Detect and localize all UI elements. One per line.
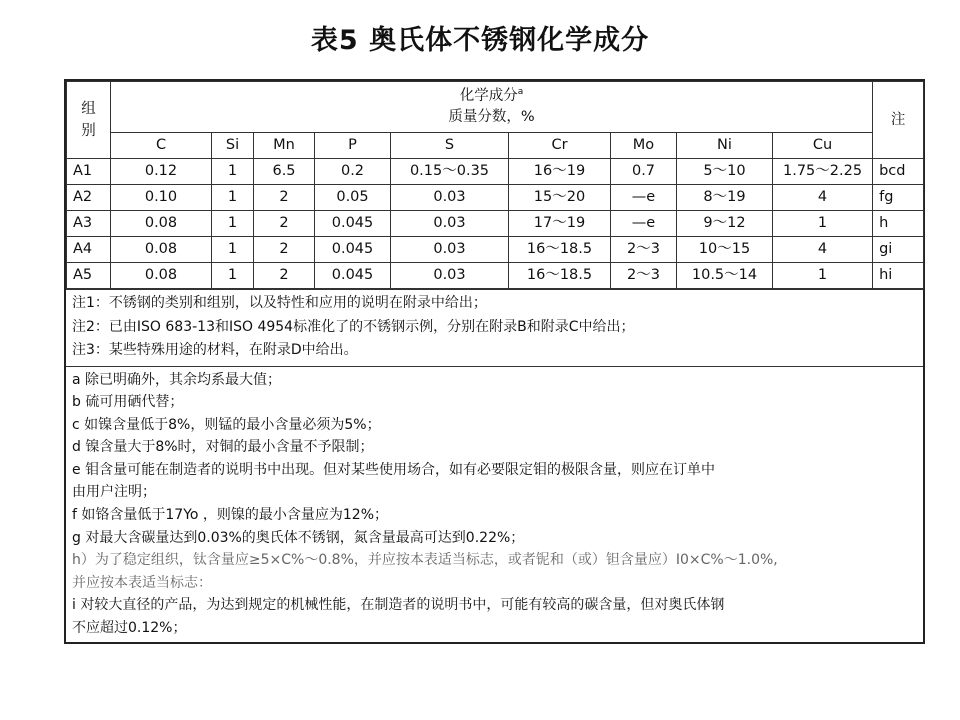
group-header-line2: 别 xyxy=(81,123,96,139)
table-row xyxy=(67,263,924,289)
cell-mn: 2 xyxy=(254,237,315,263)
cell-mn: 2 xyxy=(254,263,315,289)
cell-c: 0.08 xyxy=(111,211,212,237)
cell-group: A1 xyxy=(67,159,111,185)
note-header: 注 xyxy=(873,82,924,159)
group-header-line1: 组 xyxy=(81,101,96,117)
cell-s: 0.15～0.35 xyxy=(391,159,509,185)
column-header-cr: Cr xyxy=(509,133,611,159)
cell-cr: 16～18.5 xyxy=(509,263,611,289)
column-header-mn: Mn xyxy=(254,133,315,159)
cell-note: gi xyxy=(873,237,924,263)
column-header-ni: Ni xyxy=(677,133,773,159)
composition-footnote-mark: a xyxy=(517,87,524,98)
cell-mn: 2 xyxy=(254,211,315,237)
table-row xyxy=(67,159,924,185)
cell-note: h xyxy=(873,211,924,237)
footnote-line: d 镍含量大于8%时，对铜的最小含量不予限制； xyxy=(72,439,374,456)
cell-c: 0.08 xyxy=(111,237,212,263)
composition-header: 化学成分 xyxy=(459,88,518,104)
cell-cu: 1 xyxy=(773,211,873,237)
cell-group: A3 xyxy=(67,211,111,237)
cell-mo: —e xyxy=(611,211,677,237)
cell-group: A4 xyxy=(67,237,111,263)
cell-p: 0.045 xyxy=(315,263,391,289)
cell-ni: 8～19 xyxy=(677,185,773,211)
column-header-p: P xyxy=(315,133,391,159)
cell-ni: 5～10 xyxy=(677,159,773,185)
cell-ni: 9～12 xyxy=(677,211,773,237)
note-line: 注3：某些特殊用途的材料，在附录D中给出。 xyxy=(72,342,358,358)
table-notes xyxy=(66,289,923,366)
footnote-line: i 对较大直径的产品，为达到规定的机械性能，在制造者的说明书中，可能有较高的碳含量，但对奥氏体钢 xyxy=(72,597,725,614)
cell-cr: 15～20 xyxy=(509,185,611,211)
note-line: 注2：已由ISO 683-13和ISO 4954标准化了的不锈钢示例，分别在附录B和附录C中给出； xyxy=(72,318,635,335)
table-row xyxy=(67,237,924,263)
cell-p: 0.045 xyxy=(315,237,391,263)
column-header-mo: Mo xyxy=(611,133,677,159)
cell-c: 0.10 xyxy=(111,185,212,211)
footnote-line: f 如铬含量低于17Yo ，则镍的最小含量应为12%； xyxy=(72,507,389,524)
column-header-s: S xyxy=(391,133,509,159)
cell-si: 1 xyxy=(212,211,254,237)
page-title: 表5 奥氏体不锈钢化学成分 xyxy=(310,25,650,56)
footnote-line: b 硫可用硒代替； xyxy=(72,394,184,411)
cell-cr: 16～18.5 xyxy=(509,237,611,263)
footnote-line: g 对最大含碳量达到0.03%的奥氏体不锈钢，氮含量最高可达到0.22%； xyxy=(72,529,525,546)
cell-note: bcd xyxy=(873,159,924,185)
cell-cu: 4 xyxy=(773,237,873,263)
table-row xyxy=(67,211,924,237)
cell-p: 0.05 xyxy=(315,185,391,211)
cell-si: 1 xyxy=(212,237,254,263)
footnote-line: e 钼含量可能在制造者的说明书中出现。但对某些使用场合，如有必要限定钼的极限含量，则应在订单中 xyxy=(72,461,716,478)
footnote-line: 并应按本表适当标志： xyxy=(72,574,212,591)
footnotes xyxy=(66,366,923,642)
cell-si: 1 xyxy=(212,263,254,289)
cell-mn: 6.5 xyxy=(254,159,315,185)
cell-s: 0.03 xyxy=(391,185,509,211)
footnote-line: 不应超过0.12%； xyxy=(72,620,187,637)
cell-group: A5 xyxy=(67,263,111,289)
cell-mn: 2 xyxy=(254,185,315,211)
column-header-cu: Cu xyxy=(773,133,873,159)
cell-mo: 2～3 xyxy=(611,263,677,289)
cell-cr: 16～19 xyxy=(509,159,611,185)
cell-cr: 17～19 xyxy=(509,211,611,237)
column-header-si: Si xyxy=(212,133,254,159)
composition-table-frame xyxy=(64,79,925,644)
cell-cu: 1.75～2.25 xyxy=(773,159,873,185)
table-body xyxy=(67,159,924,289)
cell-note: hi xyxy=(873,263,924,289)
footnote-line: 由用户注明； xyxy=(72,484,156,501)
cell-mo: —e xyxy=(611,185,677,211)
cell-mo: 2～3 xyxy=(611,237,677,263)
group-header-cell xyxy=(67,82,111,159)
footnote-line: h）为了稳定组织，钛含量应≥5×C%～0.8%，并应按本表适当标志，或者铌和（或）钽含量应）I0×C%～1.0%, xyxy=(72,552,778,569)
cell-c: 0.08 xyxy=(111,263,212,289)
cell-c: 0.12 xyxy=(111,159,212,185)
table-row xyxy=(67,185,924,211)
note-line: 注1：不锈钢的类别和组别，以及特性和应用的说明在附录中给出； xyxy=(72,295,487,311)
cell-s: 0.03 xyxy=(391,237,509,263)
cell-note: fg xyxy=(873,185,924,211)
cell-p: 0.045 xyxy=(315,211,391,237)
cell-cu: 4 xyxy=(773,185,873,211)
cell-si: 1 xyxy=(212,159,254,185)
cell-mo: 0.7 xyxy=(611,159,677,185)
cell-group: A2 xyxy=(67,185,111,211)
cell-ni: 10～15 xyxy=(677,237,773,263)
composition-header-cell xyxy=(111,82,873,133)
footnote-line: a 除已明确外，其余均系最大值； xyxy=(72,371,282,388)
cell-si: 1 xyxy=(212,185,254,211)
cell-s: 0.03 xyxy=(391,263,509,289)
footnote-line: c 如镍含量低于8%，则锰的最小含量必须为5%； xyxy=(72,416,381,433)
cell-ni: 10.5～14 xyxy=(677,263,773,289)
column-header-c: C xyxy=(111,133,212,159)
cell-p: 0.2 xyxy=(315,159,391,185)
mass-fraction-header: 质量分数，% xyxy=(448,109,535,125)
composition-table xyxy=(66,81,924,289)
cell-cu: 1 xyxy=(773,263,873,289)
cell-s: 0.03 xyxy=(391,211,509,237)
